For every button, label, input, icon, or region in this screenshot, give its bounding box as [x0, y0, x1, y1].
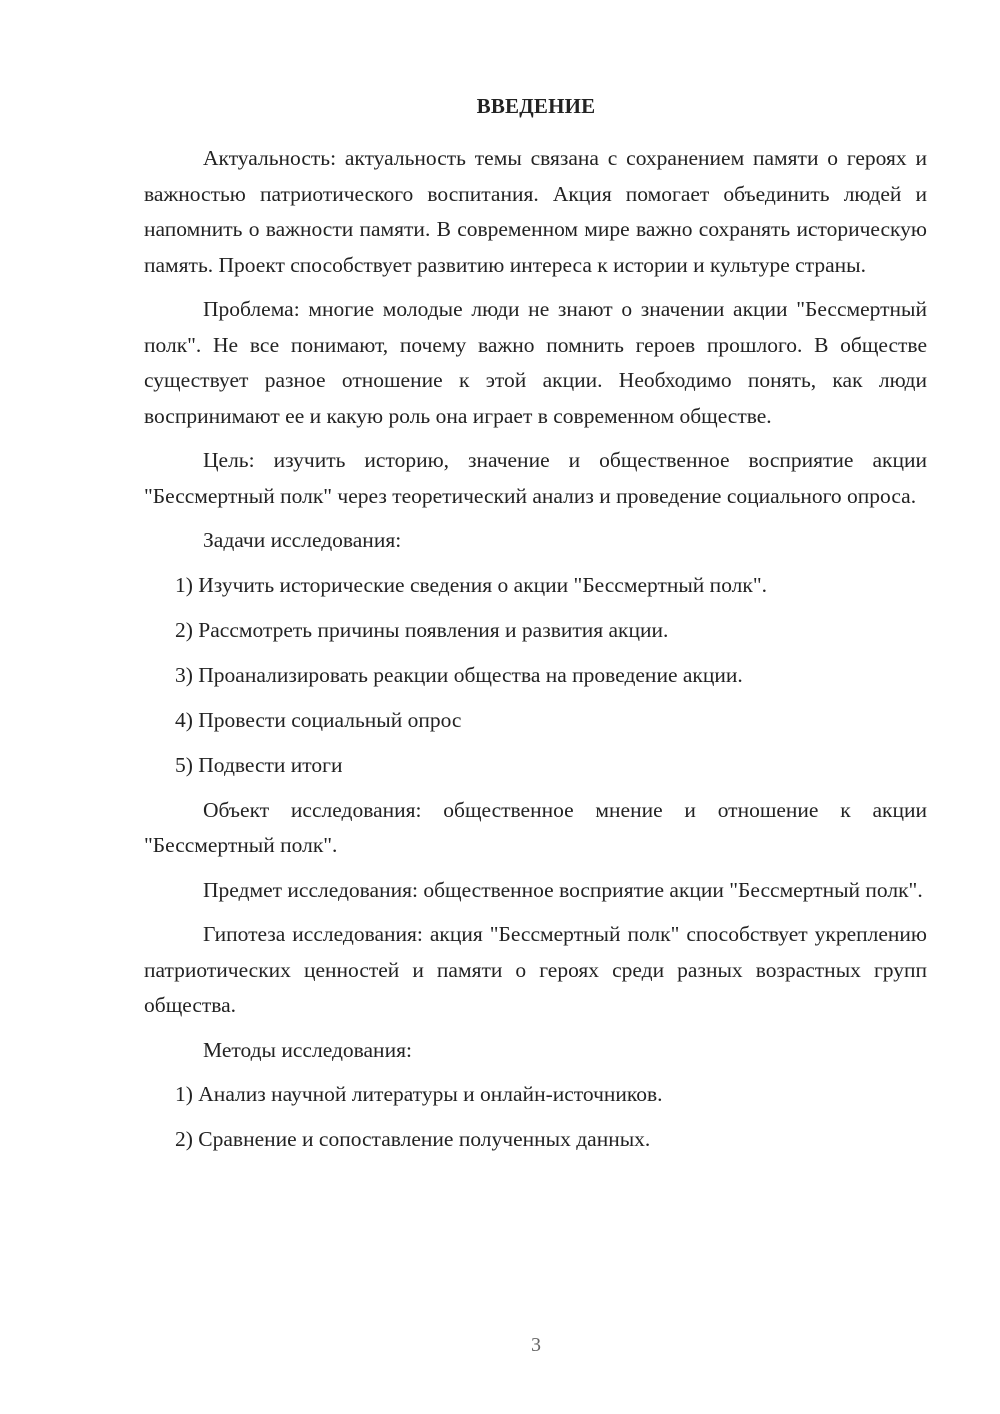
document-body [144, 141, 927, 1167]
page-number: 3 [531, 1334, 541, 1356]
task-item: 3) Проанализировать реакции общества на проведение акции. [175, 662, 743, 687]
task-item: 1) Изучить исторические сведения о акции "Бессмертный полк". [175, 572, 767, 597]
task-item: 4) Провести социальный опрос [175, 707, 462, 732]
object-paragraph: Объект исследования: общественное мнение и отношение к акции "Бессмертный полк". [144, 797, 927, 857]
tasks-list [144, 568, 927, 784]
tasks-heading: Задачи исследования: [203, 528, 402, 552]
methods-list [144, 1077, 927, 1158]
task-item: 5) Подвести итоги [175, 752, 343, 777]
hypothesis-paragraph: Гипотеза исследования: акция "Бессмертный полк" способствует укреплению патриотических ценностей и памяти о героях среди разных возрастных групп общества. [144, 922, 927, 1017]
subject-paragraph: Предмет исследования: общественное восприятие акции "Бессмертный полк". [203, 877, 923, 902]
method-item: 2) Сравнение и сопоставление полученных данных. [175, 1127, 651, 1151]
methods-heading: Методы исследования: [203, 1037, 412, 1062]
task-item: 2) Рассмотреть причины появления и развития акции. [175, 617, 669, 642]
method-item: 1) Анализ научной литературы и онлайн-источников. [175, 1082, 663, 1106]
goal-paragraph: Цель: изучить историю, значение и общественное восприятие акции "Бессмертный полк" через теоретический анализ и проведение социального опроса. [144, 448, 927, 508]
relevance-paragraph: Актуальность: актуальность темы связана с сохранением памяти о героях и важностью патриотического воспитания. Акция помогает объединить людей и напомнить о важности памяти. В современном мире важно сохранять историческую память. Проект способствует развитию интереса к истории и культуре страны. [144, 146, 927, 277]
problem-paragraph: Проблема: многие молодые люди не знают о значении акции "Бессмертный полк". Не все понимают, почему важно помнить героев прошлого. В обществе существует разное отношение к этой акции. Необходимо понять, как люди воспринимают ее и какую роль она играет в современном обществе. [144, 297, 927, 428]
page-title: ВВЕДЕНИЕ [476, 94, 596, 118]
